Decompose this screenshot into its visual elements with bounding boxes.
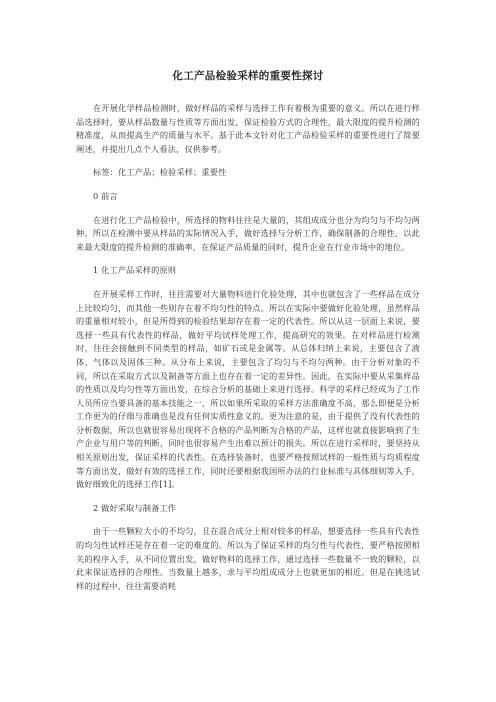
abstract-paragraph: 在开展化学样品检测时，做好样品的采样与选择工作有着极为重要的意义。所以在进行样品选择时，要从样品数量与性质等方面出发，保证检验方式的合理性，最大限度的提升检测的精准度，从而提高生产的质量与水平。基于此本文针对化工产品检验采样的重要性进行了简要阐述，并提出几点个人看法，仅供参考。 [76,103,420,154]
section-paragraph-0: 在进行化工产品检验中，所选择的物料往往是大量的，其组成成分也分为均匀与不均匀两种。所以在检测中要从样品的实际情况入手，做好选择与分析工作，确保制备的合理性，以此来最大限度的提升检测的准确率，在保证产品质量的同时，提升企业在行业市场中的地位。 [76,214,420,252]
section-paragraph-2: 由于一些颗粒大小的不均匀，且在混合成分上相对较多的样品，想要选择一些具有代表性的均匀性试样还是存在着一定的难度的。所以为了保证采样的均匀性与代表性，要严格按照相关的程序入手，从不同位置出发，做好物料的选择工作，通过选择一些数量不一致的颗粒，以此来保证选择的合理性。当数量上越多，求与平均组成成分上也就更加的相近。但是在挑选试样的过程中，往往需要消耗 [76,526,420,591]
section-heading-1: 1 化工产品采样的原则 [93,265,177,276]
page-title: 化工产品检验采样的重要性探讨 [172,70,324,82]
keywords-line: 标签：化工产品；检验采样；重要性 [93,167,227,178]
section-heading-2: 2 做好采取与制备工作 [93,502,177,513]
section-paragraph-1: 在开展采样工作时，往往需要对大量物料进行化验处理，其中也就包含了一些样品在成分上比较均匀，而其他一些则存在着不均匀性的特点。所以在实际中要做好化验处理，虽然样品的重量相对较小，但是所得到的检验结果却存在着一定的代表性。所以从这一层面上来说，要选择一些具有代表性的样品，做好平均试样处理工作，提高研究的效果。在对样品进行检测时，往往会接触到不同类型的样品，如矿石或是金属等。从总体归纳上来说，主要包含了液体、气体以及固体三种。从分布上来说，主要包含了均匀与不均匀两种。由于分析对象的不同，所以在采取方式以及制备等方面上也存在着一定的差异性。因此，在实际中要从采集样品的性质以及均匀性等方面出发，在综合分析的基础上来进行选择。科学的采样已经成为了工作人员所应当要具备的基本技能之一，所以如果所采取的采样方法准确度不高，那么即便是分析工作更为的仔细与准确也是没有任何实质性意义的。更为注意的是，由于提供了没有代表性的分析数据，所以也就很容易出现将不合格的产品判断为合格的产品，这样也就直接影响到了生产企业与用户等的判断，同时也很容易产生出难以预计的损失。所以在进行采样时，要坚持从相关原则出发，保证采样的代表性。在选择装备时，也要严格按照试样的一般性质与均质程度等方面出发，做好有效的选择工作，同时还要根据我国所办法的行业标准与具体细则等入手，做好细致化的选择工作[1]。 [76,288,420,490]
section-heading-0: 0 前言 [93,190,118,201]
